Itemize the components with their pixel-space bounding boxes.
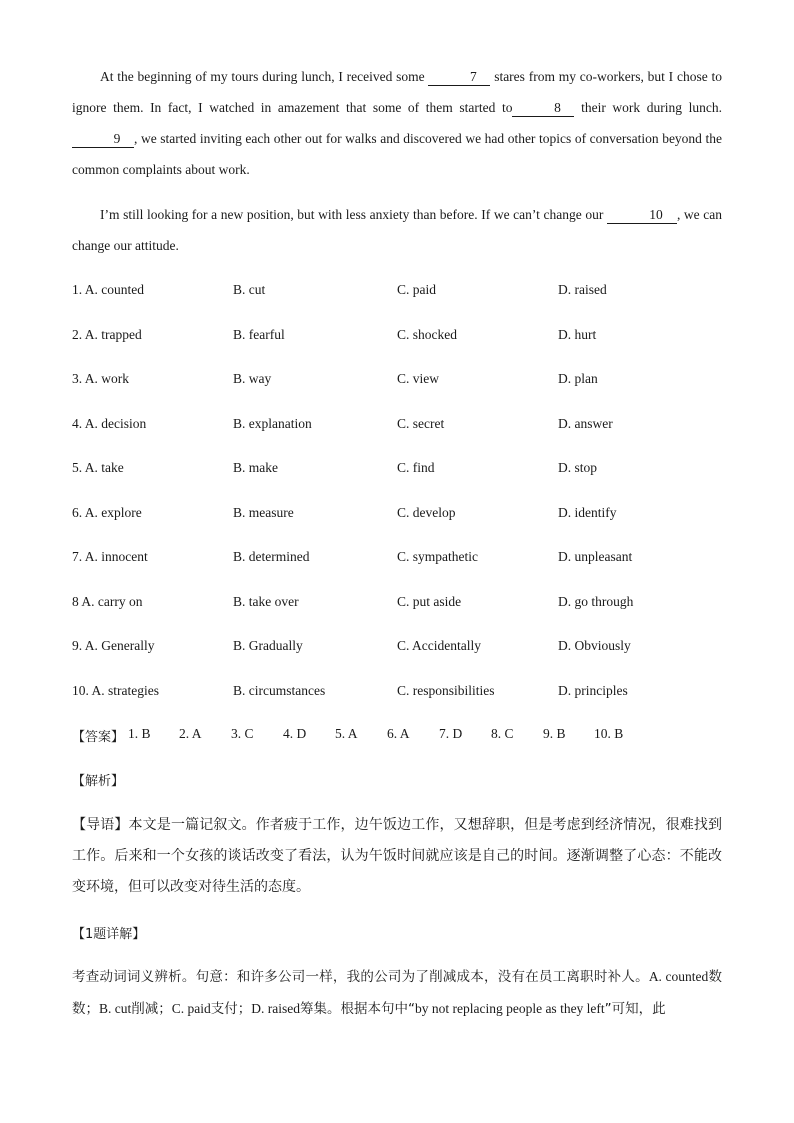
option-d: D. plan	[558, 371, 598, 386]
question-2	[72, 327, 732, 347]
answer-item: 6. A	[387, 726, 410, 741]
detail-text: C. paid	[171, 1001, 211, 1016]
question-10	[72, 683, 732, 703]
detail-1-heading: 【1题详解】	[72, 927, 146, 942]
option-b: B. explanation	[233, 416, 312, 431]
option-b: B. fearful	[233, 327, 285, 342]
guide-text: 本文是一篇记叙文。作者疲于工作，边午饭边工作，又想辞职，但是考虑到经济情况，很难找到工作。后来和一个女孩的谈话改变了看法，认为午饭时间就应该是自己的时间。逐渐调整了心态：不能改变环境，但可以改变对待生活的态度。	[72, 817, 723, 895]
option-a: 4. A. decision	[72, 416, 147, 431]
option-d: D. principles	[558, 683, 628, 698]
option-d: D. unpleasant	[558, 549, 633, 564]
detail-text: B. cut	[99, 1001, 132, 1016]
answer-item: 7. D	[439, 726, 463, 741]
option-b: B. cut	[233, 282, 266, 297]
answer-item: 5. A	[335, 726, 358, 741]
answer-item: 4. D	[283, 726, 307, 741]
answer-label: 【答案】	[72, 730, 125, 745]
detail-text: A. counted	[648, 969, 709, 984]
option-b: B. measure	[233, 505, 294, 520]
passage-paragraph-1	[72, 61, 722, 185]
option-a: 10. A. strategies	[72, 683, 159, 698]
option-b: B. make	[233, 460, 278, 475]
blank-8: 8	[512, 100, 574, 117]
option-d: D. stop	[558, 460, 598, 475]
answer-item: 10. B	[594, 726, 624, 741]
option-c: C. find	[397, 460, 435, 475]
question-3	[72, 371, 732, 391]
detail-text: ”可知，此	[604, 1001, 666, 1017]
answer-item: 1. B	[128, 726, 151, 741]
passage-paragraph-2	[72, 199, 722, 261]
question-9	[72, 638, 732, 658]
question-4	[72, 416, 732, 436]
passage-text: I’m still looking for a new position, but with less anxiety than before. If we can’t change our	[100, 207, 607, 222]
option-a: 3. A. work	[72, 371, 129, 386]
option-a: 8 A. carry on	[72, 594, 143, 609]
answer-item: 9. B	[543, 726, 566, 741]
guide-paragraph	[72, 810, 722, 903]
option-a: 7. A. innocent	[72, 549, 148, 564]
blank-9: 9	[72, 131, 134, 148]
option-c: C. secret	[397, 416, 445, 431]
option-d: D. Obviously	[558, 638, 631, 653]
option-b: B. way	[233, 371, 272, 386]
option-c: C. view	[397, 371, 439, 386]
option-c: C. put aside	[397, 594, 462, 609]
guide-label: 【导语】	[72, 817, 129, 833]
option-a: 9. A. Generally	[72, 638, 155, 653]
passage-text: At the beginning of my tours during lunch, I received some	[100, 69, 429, 84]
option-c: C. paid	[397, 282, 436, 297]
option-c: C. Accidentally	[397, 638, 481, 653]
question-1	[72, 282, 732, 302]
analysis-heading: 【解析】	[72, 774, 125, 789]
blank-7: 7	[428, 69, 490, 86]
question-7	[72, 549, 732, 569]
option-a: 1. A. counted	[72, 282, 144, 297]
question-5	[72, 460, 732, 480]
option-c: C. develop	[397, 505, 456, 520]
question-6	[72, 505, 732, 525]
detail-1-paragraph	[72, 961, 722, 1025]
answer-item: 3. C	[231, 726, 254, 741]
option-d: D. hurt	[558, 327, 597, 342]
option-b: B. circumstances	[233, 683, 326, 698]
option-b: B. Gradually	[233, 638, 303, 653]
question-8	[72, 594, 732, 614]
option-b: B. take over	[233, 594, 299, 609]
passage-text: , we can change our attitude.	[72, 207, 723, 253]
passage-text: their work during lunch.	[574, 100, 722, 115]
passage-text: stares from my co-workers, but I chose to ignore them. In fact, I watched in amazement that some of them started to	[72, 69, 722, 115]
option-a: 5. A. take	[72, 460, 124, 475]
option-c: C. sympathetic	[397, 549, 478, 564]
detail-text: 数数；	[72, 969, 723, 1017]
option-a: 2. A. trapped	[72, 327, 142, 342]
detail-text: D. raised	[251, 1001, 300, 1016]
option-a: 6. A. explore	[72, 505, 142, 520]
detail-text: 支付；	[210, 1001, 252, 1017]
answer-item: 2. A	[179, 726, 202, 741]
passage-text: , we started inviting each other out for walks and discovered we had other topics of conversation beyond the common complaints about work.	[72, 131, 722, 177]
option-d: D. go through	[558, 594, 634, 609]
blank-10: 10	[607, 207, 677, 224]
answer-key	[72, 726, 624, 745]
detail-text: by not replacing people as they left	[414, 1001, 605, 1016]
detail-text: 削减；	[131, 1001, 172, 1017]
answer-item: 8. C	[491, 726, 514, 741]
option-d: D. raised	[558, 282, 607, 297]
option-b: B. determined	[233, 549, 310, 564]
detail-text: 筹集。根据本句中“	[299, 1001, 415, 1017]
option-d: D. identify	[558, 505, 617, 520]
option-c: C. shocked	[397, 327, 457, 342]
option-d: D. answer	[558, 416, 613, 431]
detail-text: 考查动词词义辨析。句意：和许多公司一样，我的公司为了削减成本，没有在员工离职时补人。	[72, 969, 649, 985]
option-c: C. responsibilities	[397, 683, 495, 698]
